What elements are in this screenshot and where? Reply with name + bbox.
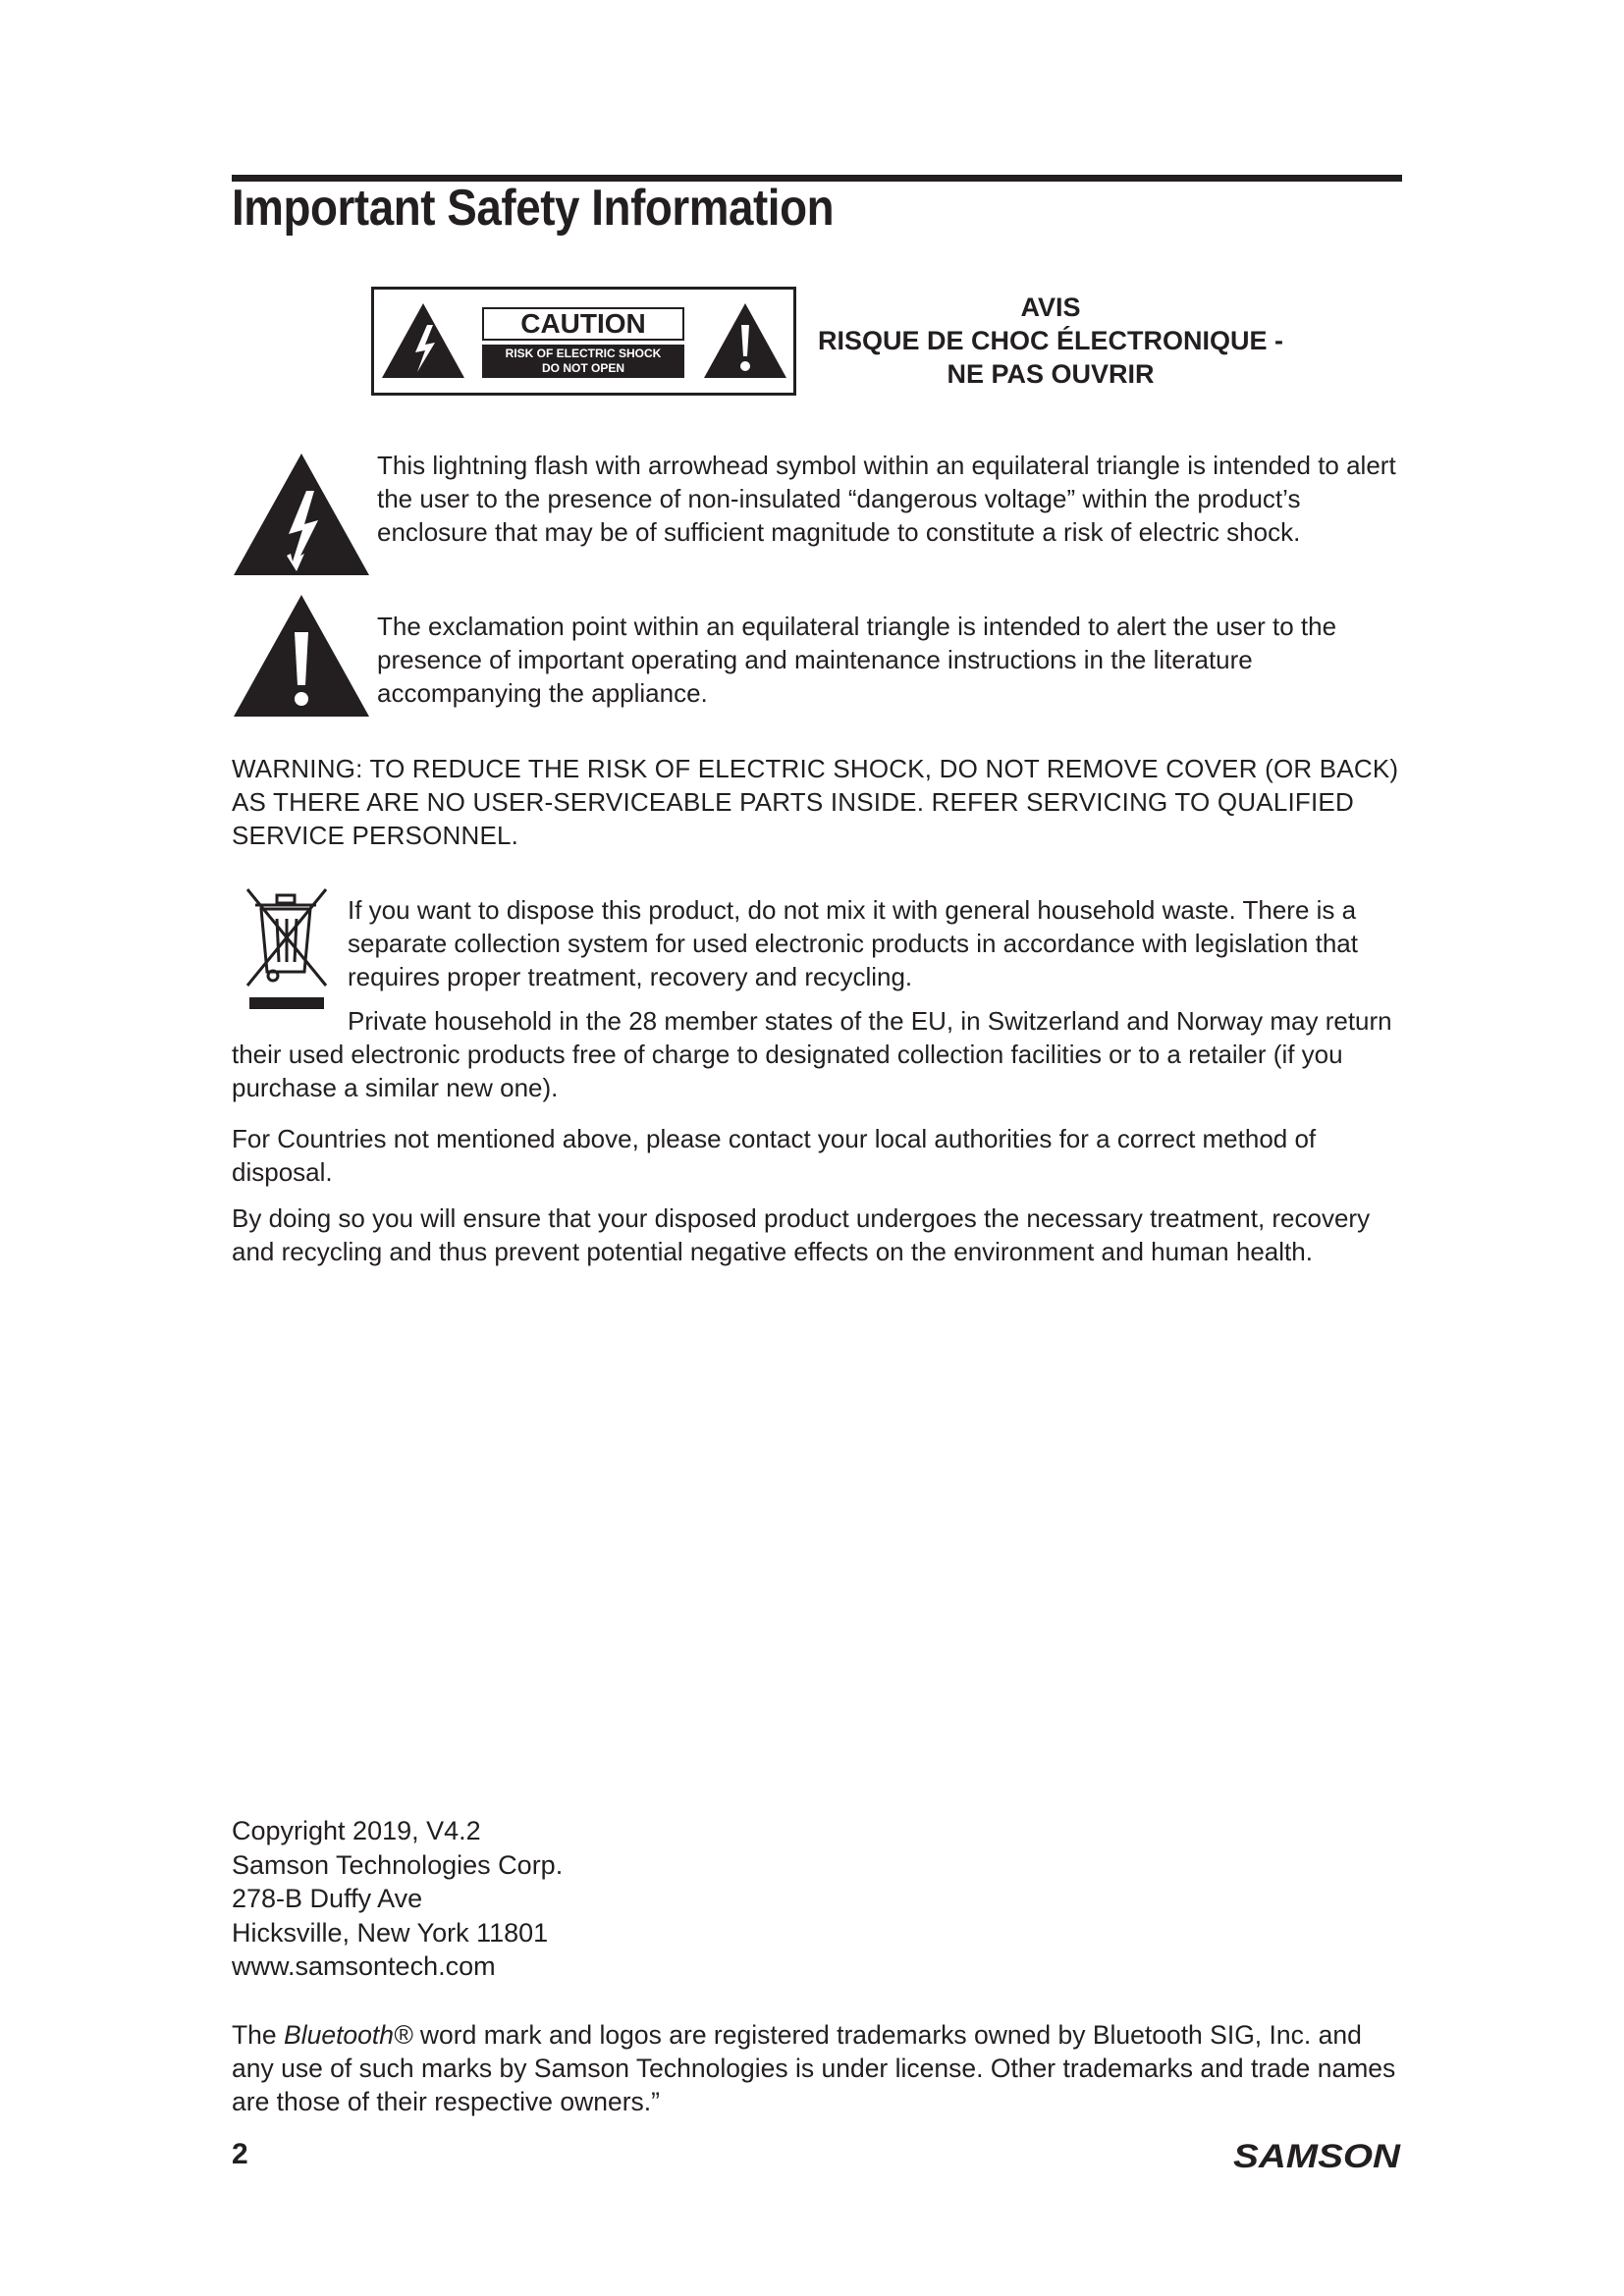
lightning-triangle-icon — [232, 452, 371, 577]
lightning-symbol-text: This lightning flash with arrowhead symbol within an equilateral triangle is intended to alert the user to the presence of non-insulated “dangerous voltage” within the product’s enclosure that may be of sufficient magnitude to constitute a risk of electric shock. — [377, 451, 1396, 547]
caution-center — [476, 303, 692, 380]
page-number: 2 — [232, 2138, 248, 2170]
caution-line-2: DO NOT OPEN — [541, 361, 624, 375]
exclamation-symbol-text: The exclamation point within an equilateral triangle is intended to alert the user to the presence of important operating and maintenance instructions in the literature accompanying the appliance. — [377, 612, 1337, 708]
street-address: 278-B Duffy Ave — [232, 1884, 423, 1913]
city-address: Hicksville, New York 11801 — [232, 1917, 549, 1948]
trademark-prefix: The — [232, 2020, 285, 2050]
avis-notice — [805, 291, 1296, 391]
caution-label — [371, 287, 796, 396]
crossed-bin-icon — [242, 883, 332, 1011]
company-name: Samson Technologies Corp. — [232, 1849, 564, 1880]
avis-line-2: RISQUE DE CHOC ÉLECTRONIQUE - — [817, 326, 1284, 355]
samson-logo — [1231, 2136, 1404, 2175]
other-countries-text: For Countries not mentioned above, please contact your local authorities for a correct method of disposal. — [232, 1124, 1317, 1187]
caution-line-1: RISK OF ELECTRIC SHOCK — [505, 347, 662, 360]
lightning-warning-icon — [380, 301, 466, 380]
exclamation-triangle-icon — [232, 593, 371, 719]
caution-subtext — [482, 345, 684, 378]
trademark-notice — [232, 2018, 1402, 2118]
eu-return-text: Private household in the 28 member states of the EU, in Switzerland and Norway may return their used electronic products free of charge to designated collection facilities or to a retailer (if you purchase a similar new one). — [232, 1006, 1392, 1102]
samson-logo-text: SAMSON — [1233, 2138, 1402, 2175]
avis-line-3: NE PAS OUVRIR — [947, 359, 1155, 389]
copyright-line: Copyright 2019, V4.2 — [232, 1816, 481, 1845]
disposal-text: If you want to dispose this product, do not mix it with general household waste. There is a separate collection system for used electronic products in accordance with legislation that requires proper treatment, recovery and recycling. — [348, 895, 1358, 991]
avis-line-1: AVIS — [1020, 293, 1081, 322]
website: www.samsontech.com — [232, 1951, 496, 1981]
page-title: Important Safety Information — [232, 180, 835, 237]
exclamation-warning-icon — [702, 301, 788, 380]
caution-word: CAUTION — [482, 307, 684, 341]
copyright-block — [232, 1814, 563, 1984]
environment-text: By doing so you will ensure that your disposed product undergoes the necessary treatment, recovery and recycling and thus prevent potential negative effects on the environment and human health. — [232, 1203, 1371, 1266]
bluetooth-mark: Bluetooth® — [284, 2020, 413, 2050]
warning-text: WARNING: TO REDUCE THE RISK OF ELECTRIC SHOCK, DO NOT REMOVE COVER (OR BACK) AS THERE ARE NO USER-SERVICEABLE PARTS INSIDE. REFER SERVICING TO QUALIFIED SERVICE PERSONNEL. — [232, 754, 1399, 850]
trademark-body: word mark and logos are registered trademarks owned by Bluetooth SIG, Inc. and any use of such marks by Samson Technologies is under license. Other trademarks and trade names are those of their respective owners.” — [232, 2020, 1396, 2116]
